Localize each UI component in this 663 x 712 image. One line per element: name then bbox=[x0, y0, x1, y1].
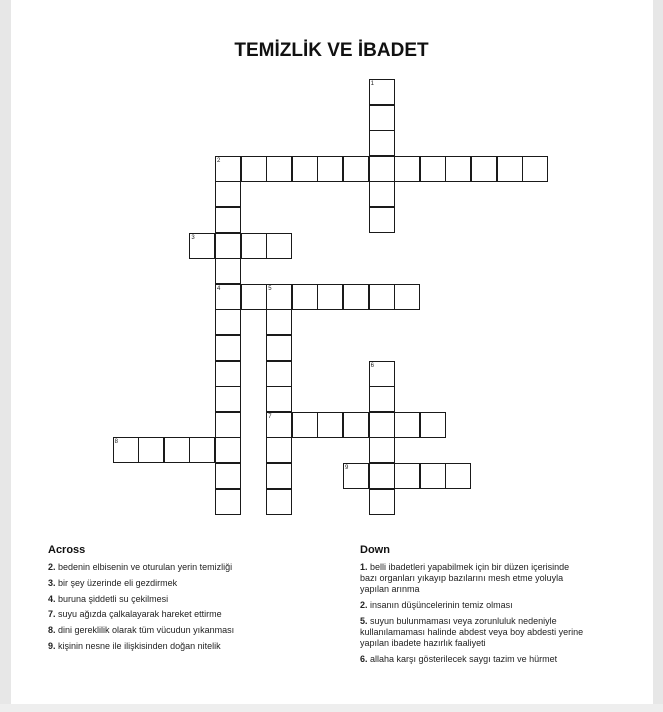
grid-cell[interactable] bbox=[215, 207, 241, 233]
grid-cell[interactable] bbox=[369, 463, 395, 489]
grid-cell[interactable] bbox=[215, 412, 241, 438]
grid-cell[interactable] bbox=[369, 386, 395, 412]
clue-line bbox=[360, 584, 569, 595]
clue-line bbox=[360, 638, 583, 649]
grid-cell[interactable] bbox=[343, 412, 369, 438]
clue-text: yapılan arınma bbox=[360, 584, 420, 594]
grid-cell[interactable] bbox=[215, 437, 241, 463]
grid-cell[interactable] bbox=[497, 156, 523, 182]
grid-cell[interactable] bbox=[471, 156, 497, 182]
clue-number: 7. bbox=[48, 609, 56, 619]
down-heading: Down bbox=[360, 544, 390, 556]
grid-number: 2 bbox=[217, 157, 221, 164]
grid-cell[interactable] bbox=[369, 130, 395, 156]
clue-number: 5. bbox=[360, 616, 368, 626]
grid-cell[interactable] bbox=[215, 463, 241, 489]
grid-cell[interactable] bbox=[215, 489, 241, 515]
grid-cell[interactable] bbox=[215, 361, 241, 387]
grid-cell[interactable] bbox=[266, 489, 292, 515]
grid-cell[interactable] bbox=[215, 386, 241, 412]
grid-cell[interactable] bbox=[215, 258, 241, 284]
grid-cell[interactable] bbox=[522, 156, 548, 182]
grid-number: 9 bbox=[345, 465, 349, 471]
down-clue bbox=[360, 654, 557, 665]
grid-cell[interactable] bbox=[369, 437, 395, 463]
across-heading: Across bbox=[48, 544, 86, 556]
clue-number: 1. bbox=[360, 562, 368, 572]
clue-line bbox=[360, 616, 583, 627]
clue-text: kişinin nesne ile ilişkisinden doğan nitelik bbox=[58, 641, 221, 651]
grid-cell[interactable] bbox=[241, 284, 267, 310]
grid-cell[interactable] bbox=[369, 412, 395, 438]
clue-line bbox=[360, 627, 583, 638]
grid-cell[interactable] bbox=[317, 412, 343, 438]
grid-cell[interactable] bbox=[369, 489, 395, 515]
clue-text: bazı organları yıkayıp bazılarını mesh etme yoluyla bbox=[360, 573, 564, 583]
grid-cell[interactable] bbox=[369, 284, 395, 310]
page-bottom-margin bbox=[0, 704, 663, 712]
clue-number: 3. bbox=[48, 578, 56, 588]
clue-text: kullanılamaması halinde abdest veya boy abdesti yerine bbox=[360, 627, 584, 637]
grid-cell[interactable] bbox=[292, 284, 318, 310]
grid-cell[interactable] bbox=[292, 412, 318, 438]
grid-number: 7 bbox=[268, 413, 272, 420]
grid-cell[interactable] bbox=[445, 463, 471, 489]
clue-number: 2. bbox=[48, 562, 56, 572]
grid-cell[interactable] bbox=[317, 284, 343, 310]
grid-cell[interactable] bbox=[343, 156, 369, 182]
clue-text: belli ibadetleri yapabilmek için bir düzen içerisinde bbox=[370, 562, 570, 572]
grid-cell[interactable] bbox=[420, 463, 446, 489]
grid-cell[interactable] bbox=[266, 335, 292, 361]
grid-cell[interactable] bbox=[164, 437, 190, 463]
grid-cell[interactable] bbox=[215, 309, 241, 335]
across-clue bbox=[48, 578, 177, 589]
grid-cell[interactable] bbox=[241, 233, 267, 259]
down-clue bbox=[360, 562, 569, 595]
clue-text: dini gereklilik olarak tüm vücudun yıkanması bbox=[58, 625, 235, 635]
grid-cell[interactable] bbox=[266, 156, 292, 182]
clue-number: 2. bbox=[360, 600, 368, 610]
grid-number: 4 bbox=[217, 285, 221, 292]
grid-cell[interactable] bbox=[317, 156, 343, 182]
grid-cell[interactable] bbox=[445, 156, 471, 182]
clue-text: suyun bulunmaması veya zorunluluk nedeniyle bbox=[370, 616, 557, 626]
grid-cell[interactable] bbox=[369, 105, 395, 131]
down-clue bbox=[360, 600, 513, 611]
clue-text: insanın düşüncelerinin temiz olması bbox=[370, 600, 513, 610]
across-clue bbox=[48, 562, 232, 573]
down-clue bbox=[360, 616, 583, 649]
grid-number: 3 bbox=[191, 234, 195, 241]
grid-cell[interactable] bbox=[215, 233, 241, 259]
grid-cell[interactable] bbox=[394, 284, 420, 310]
grid-cell[interactable] bbox=[266, 361, 292, 387]
grid-cell[interactable] bbox=[266, 309, 292, 335]
grid-cell[interactable] bbox=[266, 233, 292, 259]
clue-text: allaha karşı gösterilecek saygı tazim ve hürmet bbox=[370, 654, 558, 664]
grid-cell[interactable] bbox=[369, 181, 395, 207]
across-clue bbox=[48, 625, 234, 636]
clue-text: suyu ağızda çalkalayarak hareket ettirme bbox=[58, 609, 222, 619]
grid-cell[interactable] bbox=[394, 156, 420, 182]
grid-cell[interactable] bbox=[189, 437, 215, 463]
grid-number: 1 bbox=[370, 81, 374, 87]
grid-cell[interactable] bbox=[266, 463, 292, 489]
page-right-margin bbox=[653, 0, 663, 712]
grid-cell[interactable] bbox=[138, 437, 164, 463]
across-clue bbox=[48, 609, 222, 620]
across-clue bbox=[48, 641, 221, 652]
across-clue bbox=[48, 594, 168, 605]
grid-cell[interactable] bbox=[420, 156, 446, 182]
clue-number: 4. bbox=[48, 594, 56, 604]
grid-cell[interactable] bbox=[215, 335, 241, 361]
clue-text: buruna şiddetli su çekilmesi bbox=[58, 594, 169, 604]
clue-line bbox=[360, 600, 513, 611]
clue-line bbox=[360, 573, 569, 584]
clue-text: yapılan ibadete hazırlık faaliyeti bbox=[360, 638, 486, 648]
clue-number: 8. bbox=[48, 625, 56, 635]
grid-number: 8 bbox=[114, 439, 118, 446]
grid-number: 5 bbox=[268, 285, 272, 292]
grid-cell[interactable] bbox=[343, 284, 369, 310]
clue-number: 9. bbox=[48, 641, 56, 651]
clue-number: 6. bbox=[360, 654, 368, 664]
clue-text: bir şey üzerinde eli gezdirmek bbox=[58, 578, 178, 588]
page-title: TEMİZLİK VE İBADET bbox=[234, 40, 429, 61]
grid-cell[interactable] bbox=[215, 181, 241, 207]
clue-text: bedenin elbisenin ve oturulan yerin temizliği bbox=[58, 562, 233, 572]
grid-cell[interactable] bbox=[420, 412, 446, 438]
grid-number: 6 bbox=[370, 362, 374, 369]
page-left-margin bbox=[0, 0, 11, 712]
clue-line bbox=[360, 654, 557, 665]
grid-cell[interactable] bbox=[369, 156, 395, 182]
grid-cell[interactable] bbox=[292, 156, 318, 182]
grid-cell[interactable] bbox=[394, 412, 420, 438]
clue-line bbox=[360, 562, 569, 573]
grid-cell[interactable] bbox=[266, 386, 292, 412]
grid-cell[interactable] bbox=[241, 156, 267, 182]
grid-cell[interactable] bbox=[369, 207, 395, 233]
grid-cell[interactable] bbox=[394, 463, 420, 489]
grid-cell[interactable] bbox=[266, 437, 292, 463]
